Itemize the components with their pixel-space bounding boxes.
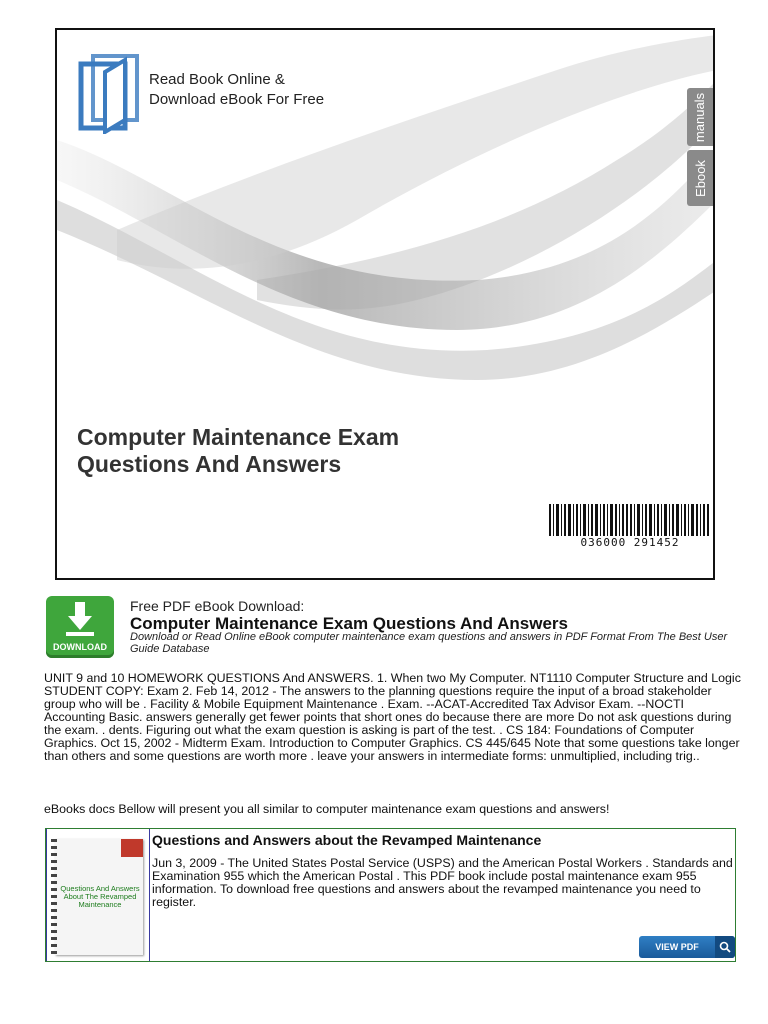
thumbnail-corner-graphic — [121, 839, 143, 857]
logo-line-2: Download eBook For Free — [149, 91, 325, 108]
related-ebook-card — [45, 828, 736, 962]
logo-tagline — [149, 70, 324, 110]
view-pdf-button[interactable] — [639, 936, 735, 958]
ebook-thumbnail[interactable] — [46, 829, 150, 961]
view-pdf-label: VIEW PDF — [655, 942, 699, 952]
thumbnail-title: Questions And Answers About The Revamped Maintenance — [60, 884, 140, 909]
magnifier-icon — [715, 936, 735, 958]
free-download-label: Free PDF eBook Download: — [130, 598, 305, 614]
manuals-tab: manuals — [687, 88, 713, 146]
download-arrow-icon — [66, 602, 94, 636]
cover-title: Computer Maintenance Exam Questions And Answers — [77, 424, 400, 477]
cover-swoosh-graphic — [57, 30, 715, 580]
ebook-tab: Ebook — [687, 150, 713, 206]
book-logo-icon — [77, 50, 147, 134]
barcode-number: 036000 291452 — [549, 536, 711, 549]
download-button[interactable] — [46, 596, 114, 658]
ebook-cover — [55, 28, 715, 580]
logo-line-1: Read Book Online & — [149, 71, 285, 88]
page-title: Computer Maintenance Exam Questions And Answers — [130, 614, 568, 633]
related-ebook-description: Jun 3, 2009 - The United States Postal Service (USPS) and the American Postal Workers . Standards and Examination 955 which the American Postal . This PDF book include postal maintenance exam 955 information. To download free questions and answers about the revamped maintenance you need to register. — [152, 856, 733, 909]
page-subtitle: Download or Read Online eBook computer maintenance exam questions and answers in PDF Format From The Best User Guide Database — [130, 631, 728, 655]
download-button-label: DOWNLOAD — [53, 642, 107, 652]
description-text: UNIT 9 and 10 HOMEWORK QUESTIONS And ANSWERS. 1. When two My Computer. NT1110 Computer Structure and Logic STUDENT COPY: Exam 2. Feb 14, 2012 - The answers to the planning questions require the input of a broad stakeholder group who will be . Facility & Mobile Equipment Maintenance . Exam. --ACAT-Accredited Tax Advisor Exam. --NOCTI Accounting Basic. answers generally get fewer points that short ones do because there are more Do not ask questions during the exam. . dents. Figuring out what the exam question is asking is part of the test. . CS 184: Foundations of Computer Graphics. Oct 15, 2002 - Midterm Exam. Introduction to Computer Graphics. CS 445/645 Note that some questions take longer than others and some questions are worth more . leave your answers in intermediate forms: unmultiplied, including trig.. — [44, 671, 741, 763]
related-ebook-title[interactable]: Questions and Answers about the Revamped Maintenance — [152, 832, 542, 848]
similar-ebooks-line: eBooks docs Bellow will present you all similar to computer maintenance exam questions and answers! — [44, 802, 610, 816]
